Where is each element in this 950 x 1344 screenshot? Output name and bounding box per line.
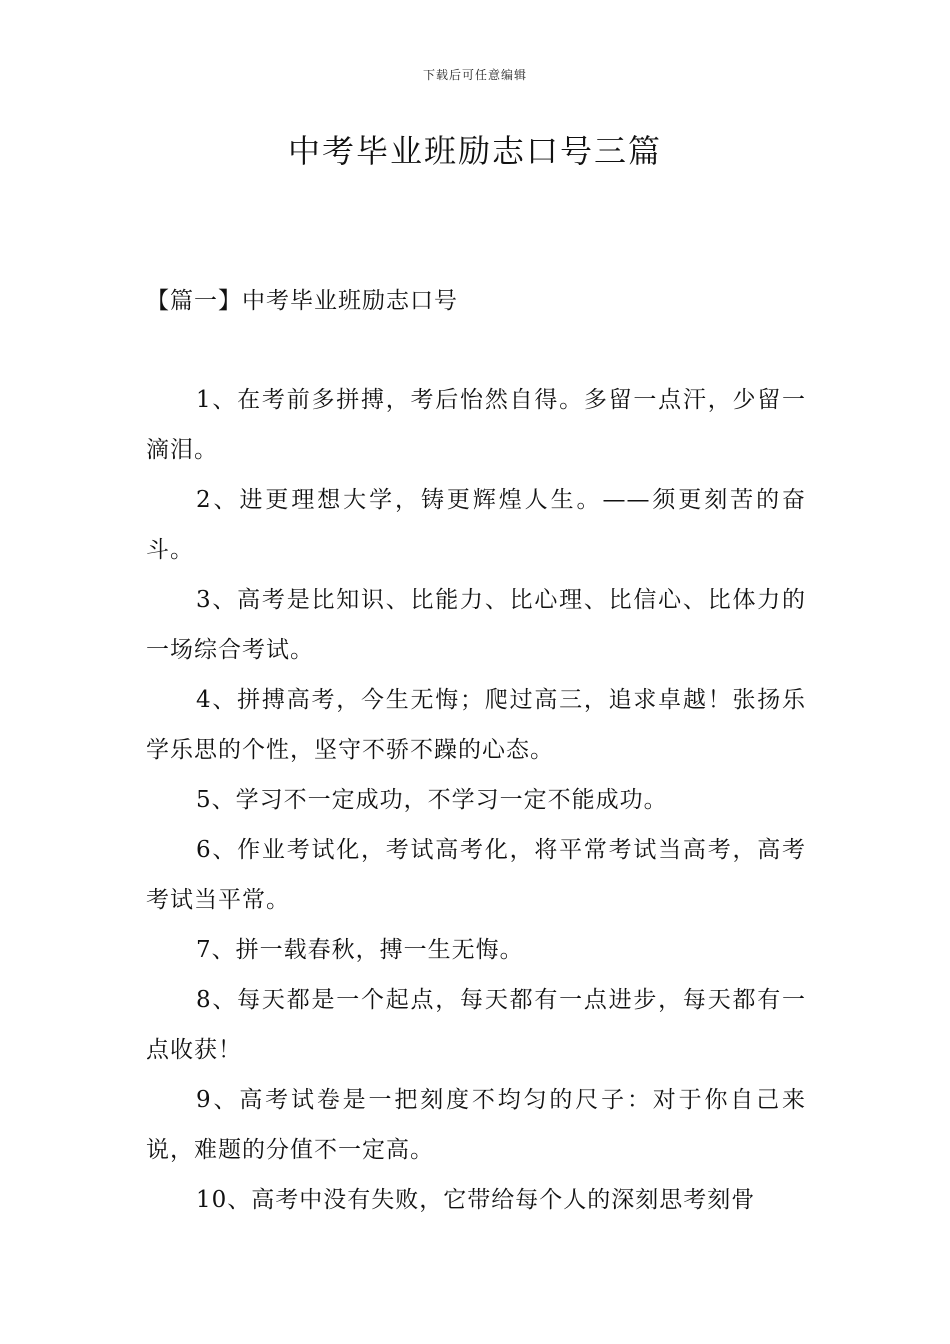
slogan-item: 9、高考试卷是一把刻度不均匀的尺子：对于你自己来说，难题的分值不一定高。 [146, 1087, 806, 1163]
slogan-item: 2、进更理想大学，铸更辉煌人生。——须更刻苦的奋斗。 [146, 487, 806, 563]
slogan-item: 4、拼搏高考，今生无悔；爬过高三，追求卓越！张扬乐学乐思的个性，坚守不骄不躁的心态。 [146, 687, 806, 763]
slogan-item: 7、拼一载春秋，搏一生无悔。 [196, 937, 524, 963]
slogan-item: 1、在考前多拼搏，考后怡然自得。多留一点汗，少留一滴泪。 [146, 387, 806, 463]
section-heading: 【篇一】中考毕业班励志口号 [146, 288, 458, 314]
slogan-item: 3、高考是比知识、比能力、比心理、比信心、比体力的一场综合考试。 [146, 587, 806, 663]
slogan-item: 6、作业考试化，考试高考化，将平常考试当高考，高考考试当平常。 [146, 837, 806, 913]
document-title: 中考毕业班励志口号三篇 [287, 132, 662, 170]
slogan-item: 10、高考中没有失败，它带给每个人的深刻思考刻骨 [196, 1187, 756, 1213]
slogan-list [146, 375, 806, 1225]
slogan-item: 8、每天都是一个起点，每天都有一点进步，每天都有一点收获！ [146, 987, 806, 1063]
header-note: 下载后可任意编辑 [422, 68, 527, 82]
slogan-item: 5、学习不一定成功，不学习一定不能成功。 [196, 787, 668, 813]
